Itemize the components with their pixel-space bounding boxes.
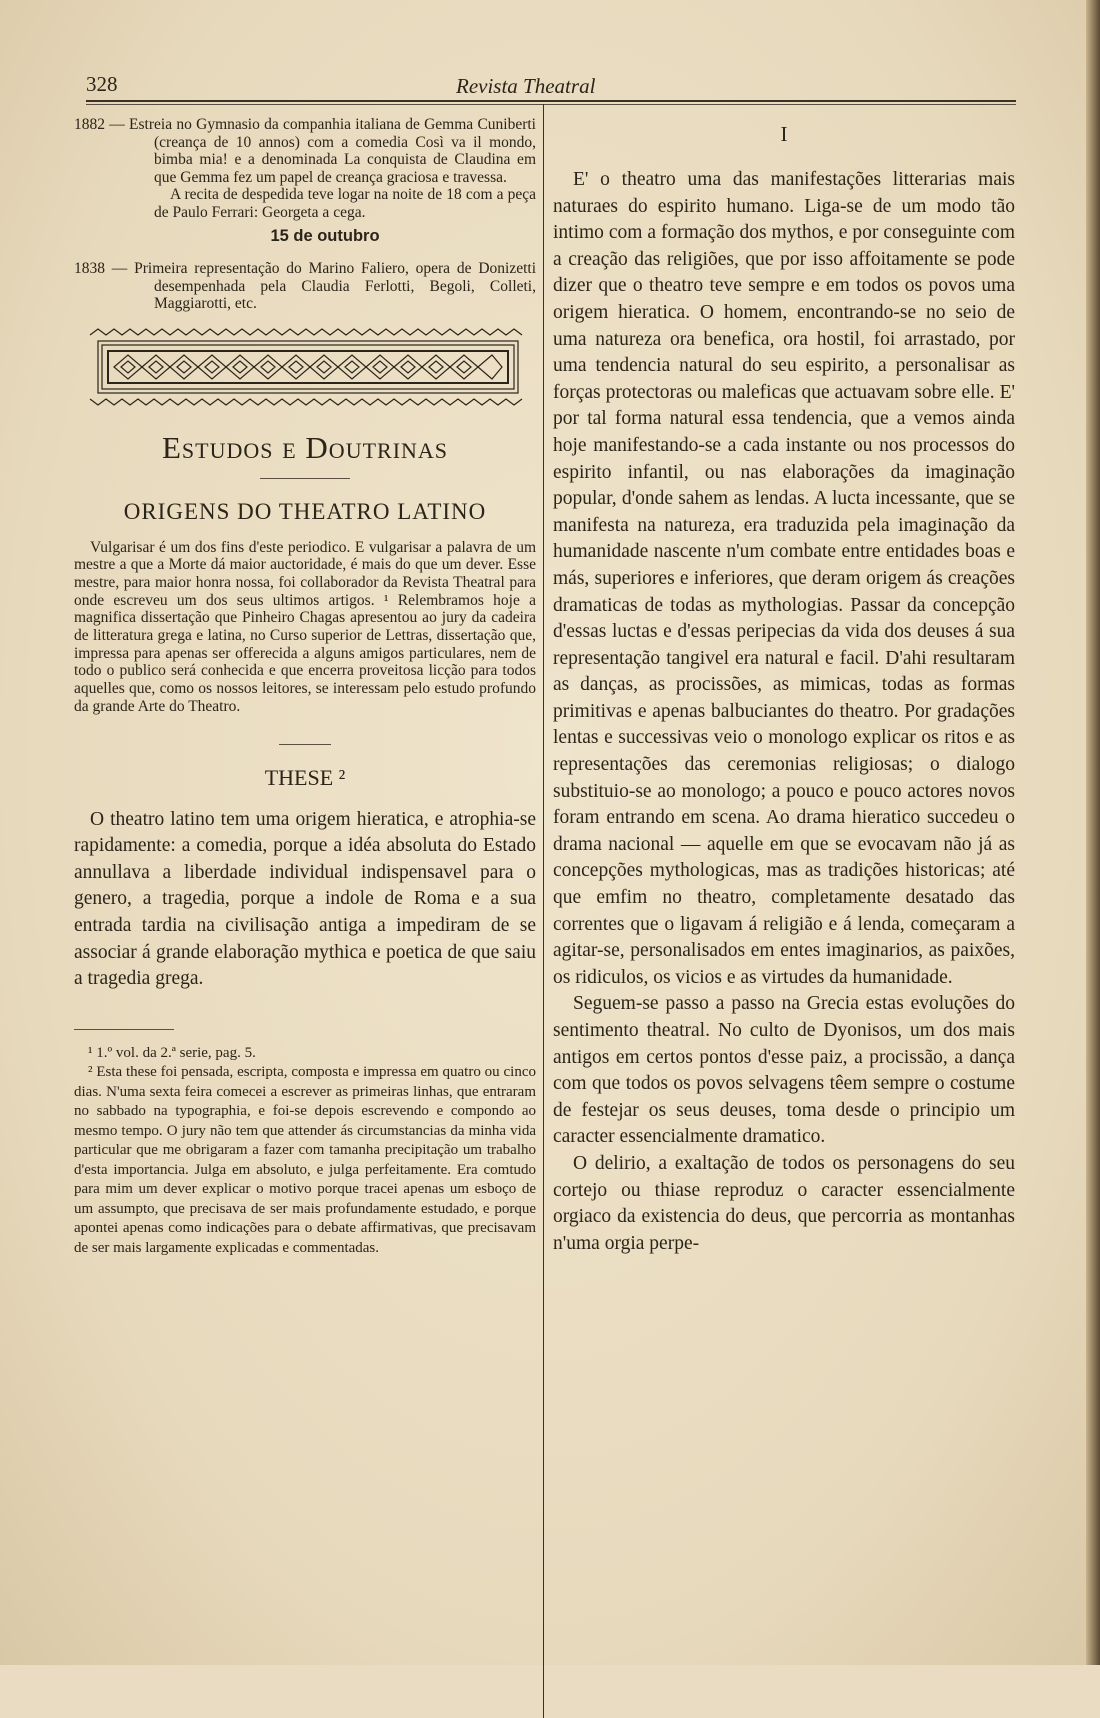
left-column xyxy=(74,116,536,1258)
chronicle-entry-1882-followup: A recita de despedida teve logar na noite de 18 com a peça de Paulo Ferrari: Georgeta a cega. xyxy=(154,186,536,221)
column-divider xyxy=(543,104,544,1718)
running-title: Revista Theatral xyxy=(456,74,596,98)
these-body: O theatro latino tem uma origem hieratica, e atrophia-se rapidamente: a comedia, porque a idéa absoluta do Estado annullava a liberdade individual indispensavel para o genero, a tragedia, porque a indole de Roma e a sua entrada tardia na civilisação antiga a impediram de se associar á grande elaboração mythica e poetica de que saiu a tragedia grega. xyxy=(74,808,536,990)
chronicle-entry-1882: 1882 — Estreia no Gymnasio da companhia italiana de Gemma Cuniberti (creança de 10 annos) com a comedia Così va il mondo, bimba mia! e a denominada La conquista de Claudina em que Gemma fez um papel de creança graciosa e travessa. xyxy=(74,116,536,186)
intro-paragraph: Vulgarisar é um dos fins d'este periodico. E vulgarisar a palavra de um mestre a que a Morte dá maior auctoridade, é mais do que um dever. Esse mestre, para maior honra nossa, foi collaborador da Revista Theatral para onde escreveu um dos seus ultimos artigos. ¹ Relembramos hoje a magnifica dissertação que Pinheiro Chagas apresentou ao jury da cadeira de litteratura grega e latina, no Curso superior de Lettras, dissertação que, impressa para apenas ser offerecida a alguns amigos particulares, nem de todo o publico será conhecida e que encerra proveitosa licção para todos aquelles que, como os nossos leitores, se interessam pelo estudo profundo da grande Arte do Theatro. xyxy=(74,538,536,715)
title-rule xyxy=(260,478,350,479)
page-edge-shadow xyxy=(1086,0,1100,1665)
footnote-2: ² Esta these foi pensada, escripta, composta e impressa em quatro ou cinco dias. N'uma sexta feira comecei a escrever as primeiras linhas, que entraram no sabbado na typographia, e foi-se depois escrevendo e compondo ao mesmo tempo. O jury não tem que attender ás circumstancias da minha vida particular que me obrigaram a fazer com tamanha precipitação um trabalho d'esta importancia. Julga em absoluto, e julga perfeitamente. Era comtudo para mim um dever explicar o motivo porque tracei apenas um esboço de um assumpto, que precisava de ser mais profundamente estudado, e porque apontei apenas como indicações para o debate affirmativas, que precisavam de ser mais largamente explicadas e commentadas. xyxy=(74,1064,536,1256)
section-title: Estudos e Doutrinas xyxy=(161,429,449,465)
body-paragraph-2: Seguem-se passo a passo na Grecia estas evoluções do sentimento theatral. No culto de Dyonisos, um dos mais antigos em certos pontos d'esse paiz, a procissão, a dança com que todos os povos selvagens têem sempre o costume de festejar os seus deuses, toma desde o principio um caracter essencialmente dramatico. xyxy=(553,993,1015,1148)
right-column xyxy=(553,116,1015,1257)
these-rule xyxy=(279,744,331,745)
page-header xyxy=(86,72,1016,102)
footnote-1: ¹ 1.º vol. da 2.ª serie, pag. 5. xyxy=(88,1044,256,1061)
footnote-rule xyxy=(74,1029,174,1030)
chronicle-entry-1838: 1838 — Primeira representação do Marino Faliero, opera de Donizetti desempenhada pela Claudia Ferlotti, Begoli, Colleti, Maggiarotti, etc. xyxy=(74,260,536,312)
chapter-numeral: I xyxy=(780,122,788,146)
body-paragraph-1: E' o theatro uma das manifestações litterarias mais naturaes do espirito humano. Liga-se de um modo tão intimo com a formação dos mythos, e por conseguinte com a creação das religiões, que por isso affoitamente se pode dizer que o theatro teve sempre e em todos os povos uma origem hieratica. O homem, encontrando-se no seio de uma natureza ora benefica, ora hostil, foi arrastado, por uma tendencia natural do seu espirito, a personalisar as forças protectoras ou maleficas que actuavam sobre elle. E' por tal forma natural essa tendencia, que a vemos ainda hoje manifestando-se a cada instante ou nos processos do espirito infantil, ou nas elaborações da imaginação popular, d'onde sahem as lendas. A lucta incessante, que se manifesta na natureza, era traduzida pela imaginação da humanidade nascente n'um combate entre entidades boas e más, superiores e inferiores, que deram origem ás creações dramaticas de todas as mythologias. Passar da concepção d'essas luctas e d'essas peripecias da vida dos deuses á sua representação tangivel era natural e facil. D'ahi resultaram as danças, as procissões, as mimicas, todas as formas primitivas e apenas balbuciantes do theatro. Por gradações lentas e successivas veio o monologo explicar os ritos e as representações das ceremonias religiosas; o dialogo substituio-se ao monologo; a pouco e pouco actores novos foram entrando em scena. Ao drama hieratico succedeu o drama nacional — aquelle em que se evocavam não já as concepções mythologicas, mas as tradições historicas; até que emfim no theatro, completamente desatado das correntes que o ligavam á religião e á lenda, começaram a agitar-se, personalisados em entes imaginarios, as paixões, os ridiculos, os vicios e as virtudes da humanidade. xyxy=(553,169,1015,988)
decorative-border-ornament xyxy=(88,327,528,407)
these-title: THESE ² xyxy=(264,764,346,790)
article-title: ORIGENS DO THEATRO LATINO xyxy=(123,498,487,524)
page-number: 328 xyxy=(86,72,118,96)
header-rule xyxy=(86,104,1016,105)
date-heading: 15 de outubro xyxy=(270,227,380,245)
body-paragraph-3: O delirio, a exaltação de todos os personagens do seu cortejo ou thiase reproduz o caracter essencialmente orgiaco da existencia do deus, que percorria as montanhas n'uma orgia perpe- xyxy=(553,1152,1015,1254)
